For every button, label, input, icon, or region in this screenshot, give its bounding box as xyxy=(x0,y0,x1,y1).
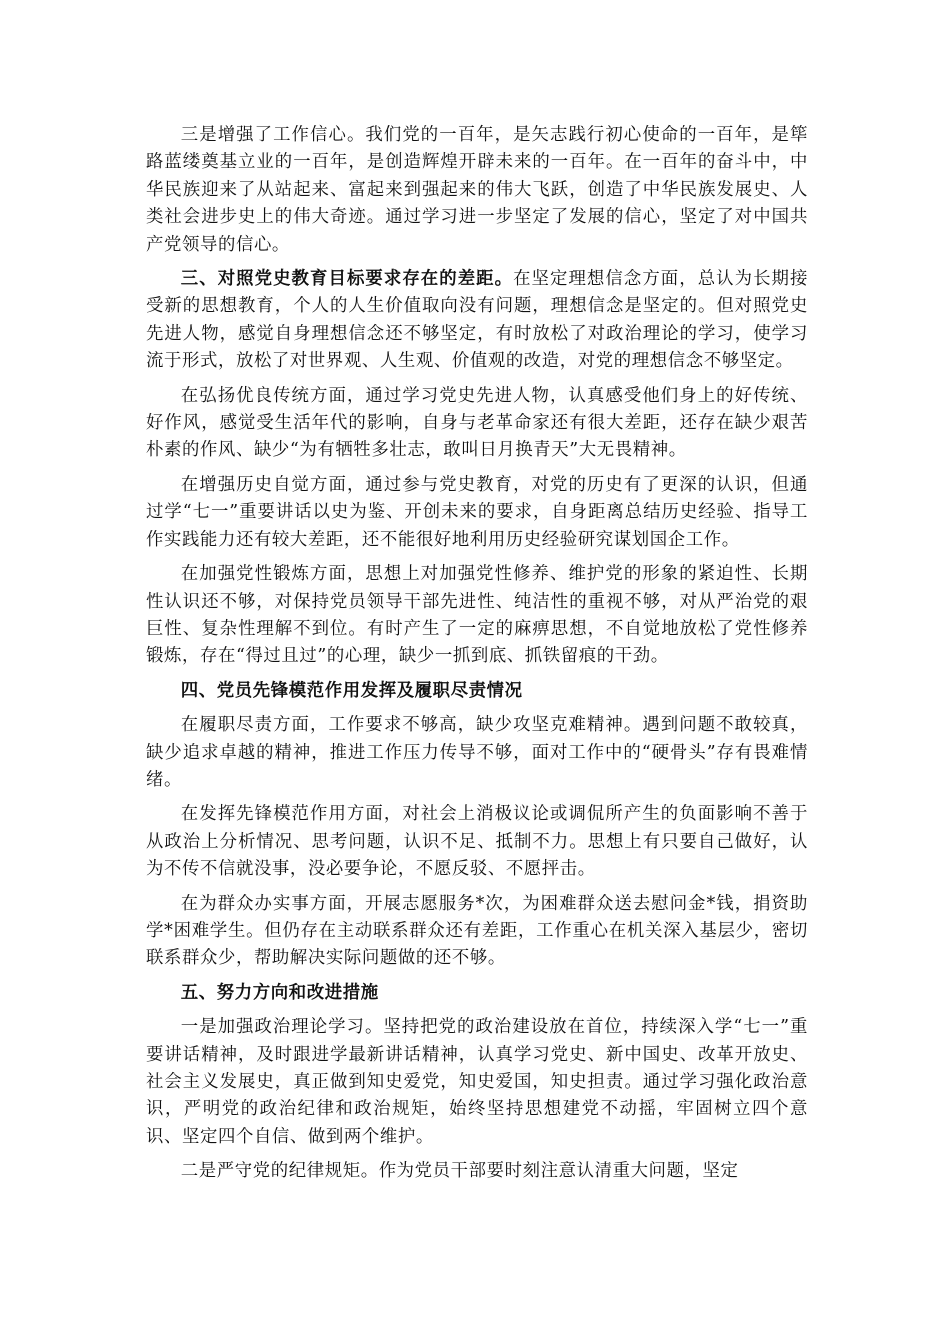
paragraph-gap-ideals-text: 在坚定理想信念方面，总认为长期接受新的思想教育，个人的人生价值取向没有问题，理想信念是坚定的。但对照党史先进人物，感觉自身理想信念还不够坚定，有时放松了对政治理论的学习，使学习流于形式，放松了对世界观、人生观、价值观的改造，对党的理想信念不够坚定。 xyxy=(146,269,808,372)
paragraph-traditions: 在弘扬优良传统方面，通过学习党史先进人物，认真感受他们身上的好传统、好作风，感觉受生活年代的影响，自身与老革命家还有很大差距，还存在缺少艰苦朴素的作风、缺少“为有牺牲多壮志，敢叫日月换青天”大无畏精神。 xyxy=(146,385,808,461)
document-body xyxy=(146,122,808,1193)
paragraph-theory-study: 一是加强政治理论学习。坚持把党的政治建设放在首位，持续深入学“七一”重要讲话精神，及时跟进学最新讲话精神，认真学习党史、新中国史、改革开放史、社会主义发展史，真正做到知史爱党，知史爱国，知史担责。通过学习强化政治意识，严明党的政治纪律和政治规矩，始终坚持思想建党不动摇，牢固树立四个意识、坚定四个自信、做到两个维护。 xyxy=(146,1017,808,1147)
section-heading-five: 五、努力方向和改进措施 xyxy=(180,982,379,1003)
paragraph-serve-people: 在为群众办实事方面，开展志愿服务*次，为困难群众送去慰问金*钱，捐资助学*困难学生。但仍存在主动联系群众还有差距，工作重心在机关深入基层少，密切联系群众少，帮助解决实际问题做的还不够。 xyxy=(146,893,808,969)
paragraph-history-awareness: 在增强历史自觉方面，通过参与党史教育，对党的历史有了更深的认识，但通过学“七一”重要讲话以史为鉴、开创未来的要求，自身距离总结历史经验、指导工作实践能力还有较大差距，还不能很好地利用历史经验研究谋划国企工作。 xyxy=(146,474,808,550)
paragraph-party-spirit: 在加强党性锻炼方面，思想上对加强党性修养、维护党的形象的紧迫性、长期性认识还不够，对保持党员领导干部先进性、纯洁性的重视不够，对从严治党的艰巨性、复杂性理解不到位。有时产生了一定的麻痹思想，不自觉地放松了党性修养锻炼，存在“得过且过”的心理，缺少一抓到底、抓铁留痕的干劲。 xyxy=(146,564,808,667)
paragraph-vanguard-role: 在发挥先锋模范作用方面，对社会上消极议论或调侃所产生的负面影响不善于从政治上分析情况、思考问题，认识不足、抵制不力。思想上有只要自己做好，认为不传不信就没事，没必要争论，不愿反驳、不愿抨击。 xyxy=(146,804,808,880)
paragraph-discipline: 二是严守党的纪律规矩。作为党员干部要时刻注意认清重大问题，坚定 xyxy=(180,1161,739,1182)
paragraph-work-confidence: 三是增强了工作信心。我们党的一百年，是矢志践行初心使命的一百年，是筚路蓝缕奠基立业的一百年，是创造辉煌开辟未来的一百年。在一百年的奋斗中，中华民族迎来了从站起来、富起来到强起来的伟大飞跃，创造了中华民族发展史、人类社会进步史上的伟大奇迹。通过学习进一步坚定了发展的信心，坚定了对中国共产党领导的信心。 xyxy=(146,125,808,255)
paragraph-duty: 在履职尽责方面，工作要求不够高，缺少攻坚克难精神。遇到问题不敢较真，缺少追求卓越的精神，推进工作压力传导不够，面对工作中的“硬骨头”存有畏难情绪。 xyxy=(146,715,808,790)
section-heading-three: 三、对照党史教育目标要求存在的差距。 xyxy=(180,269,514,290)
section-heading-four: 四、党员先锋模范作用发挥及履职尽责情况 xyxy=(180,680,523,701)
paragraph-gap-ideals xyxy=(146,266,808,376)
